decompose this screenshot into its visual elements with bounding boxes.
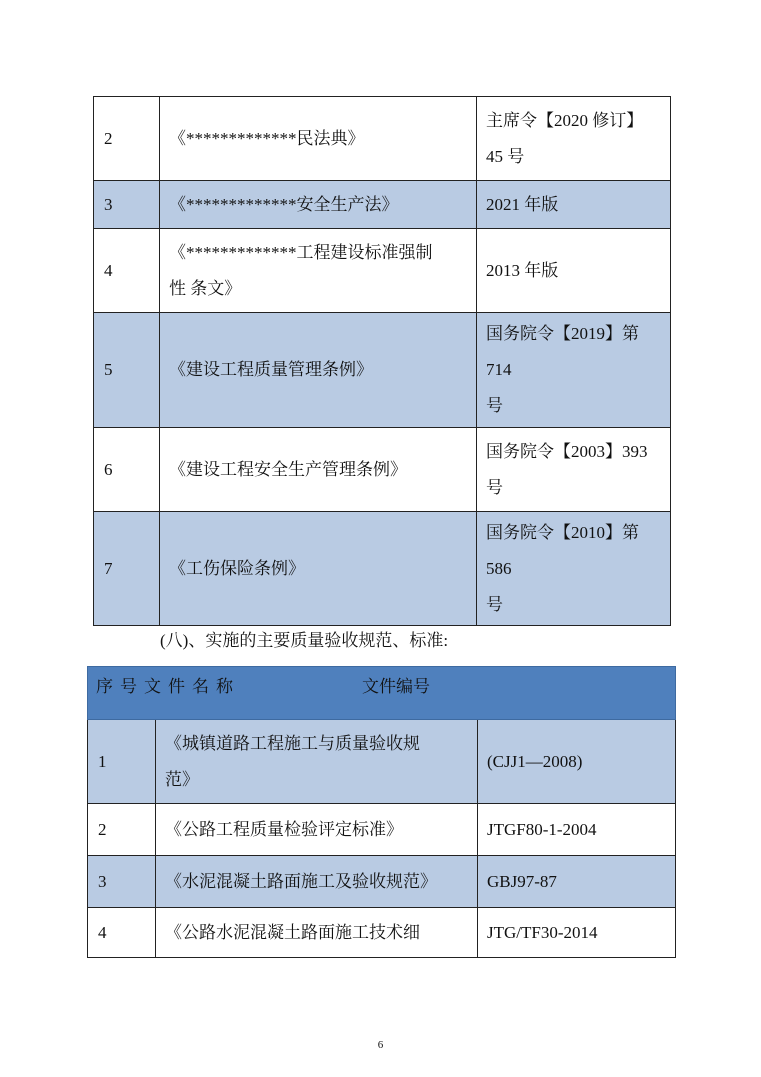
table-header <box>88 667 676 720</box>
header-file-code: 文件编号 <box>362 677 430 696</box>
row-number: 3 <box>94 181 160 229</box>
table-row <box>94 512 671 626</box>
document-ref: 2021 年版 <box>477 181 671 229</box>
document-ref: 主席令【2020 修订】 45 号 <box>477 97 671 181</box>
row-number: 6 <box>94 428 160 512</box>
table-row <box>88 804 676 856</box>
document-ref: 国务院令【2010】第 586 号 <box>477 512 671 626</box>
standard-name: 《城镇道路工程施工与质量验收规 范》 <box>156 720 478 804</box>
table-row <box>88 908 676 958</box>
standard-code: GBJ97-87 <box>478 856 676 908</box>
table-row <box>94 313 671 428</box>
standard-name: 《水泥混凝土路面施工及验收规范》 <box>156 856 478 908</box>
table-row <box>94 229 671 313</box>
table-row <box>94 181 671 229</box>
standards-table <box>87 666 676 958</box>
row-number: 4 <box>94 229 160 313</box>
document-ref: 国务院令【2019】第 714 号 <box>477 313 671 428</box>
document-ref: 2013 年版 <box>477 229 671 313</box>
standard-code: JTGF80-1-2004 <box>478 804 676 856</box>
row-number: 7 <box>94 512 160 626</box>
standard-code: JTG/TF30-2014 <box>478 908 676 958</box>
standard-name: 《公路水泥混凝土路面施工技术细 <box>156 908 478 958</box>
document-name: 《*************安全生产法》 <box>160 181 477 229</box>
table-row <box>94 428 671 512</box>
table-row <box>88 720 676 804</box>
row-number: 1 <box>88 720 156 804</box>
document-name: 《建设工程安全生产管理条例》 <box>160 428 477 512</box>
page-number: 6 <box>377 1039 384 1051</box>
row-number: 5 <box>94 313 160 428</box>
standard-name: 《公路工程质量检验评定标准》 <box>156 804 478 856</box>
table-row <box>94 97 671 181</box>
document-name: 《*************民法典》 <box>160 97 477 181</box>
section-heading: (八)、实施的主要质量验收规范、标准: <box>160 631 449 650</box>
header-number-name: 序号文件名称 <box>96 677 240 696</box>
standard-code: (CJJ1—2008) <box>478 720 676 804</box>
document-ref: 国务院令【2003】393 号 <box>477 428 671 512</box>
table-row <box>88 856 676 908</box>
row-number: 2 <box>88 804 156 856</box>
row-number: 2 <box>94 97 160 181</box>
header-cell <box>88 667 676 720</box>
document-name: 《建设工程质量管理条例》 <box>160 313 477 428</box>
document-name: 《工伤保险条例》 <box>160 512 477 626</box>
row-number: 3 <box>88 856 156 908</box>
row-number: 4 <box>88 908 156 958</box>
regulations-table <box>93 96 671 626</box>
document-name: 《*************工程建设标准强制 性 条文》 <box>160 229 477 313</box>
